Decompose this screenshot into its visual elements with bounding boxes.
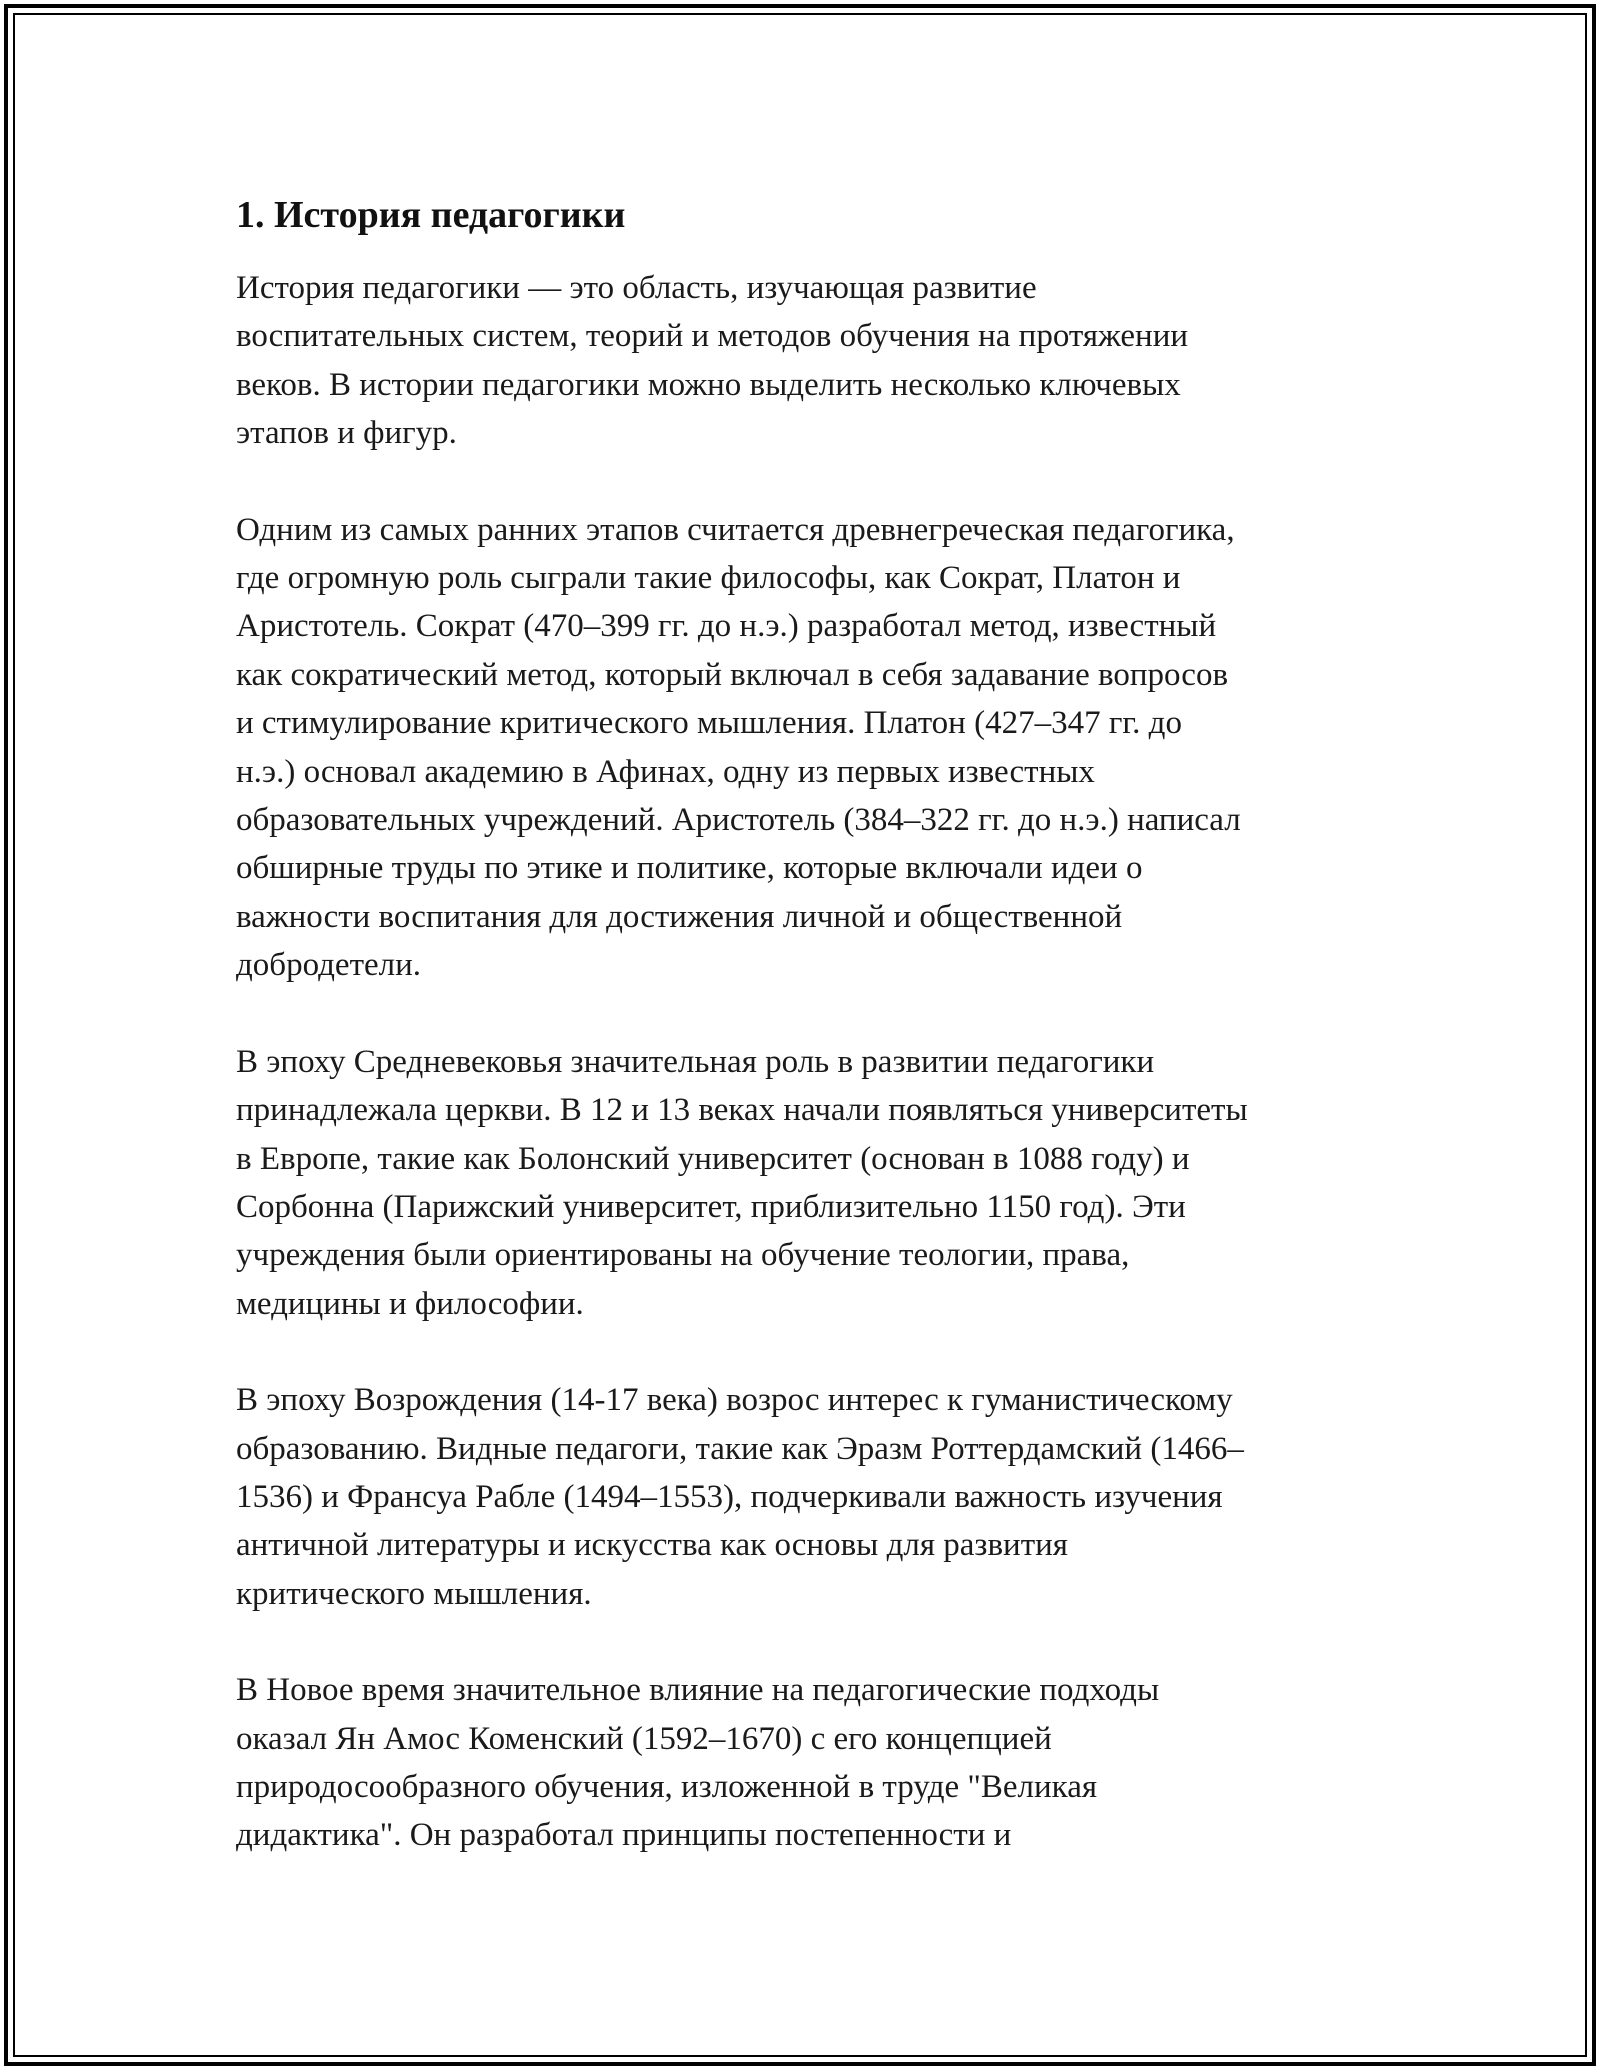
document-body bbox=[236, 186, 1376, 1908]
text-line: История педагогики — это область, изучающая развитие bbox=[236, 270, 1037, 306]
text-line: медицины и философии. bbox=[236, 1285, 584, 1322]
text-line: этапов и фигур. bbox=[236, 415, 457, 452]
document-title: 1. История педагогики bbox=[236, 194, 626, 236]
text-line: образовательных учреждений. Аристотель (384–322 гг. до н.э.) написал bbox=[236, 802, 1241, 839]
text-line: Аристотель. Сократ (470–399 гг. до н.э.) разработал метод, известный bbox=[236, 608, 1217, 645]
text-line: где огромную роль сыграли такие философы, как Сократ, Платон и bbox=[236, 560, 1181, 597]
text-line: и стимулирование критического мышления. Платон (427–347 гг. до bbox=[236, 705, 1182, 742]
paragraph-modern-era bbox=[236, 1666, 1376, 1860]
text-line: античной литературы и искусства как основы для развития bbox=[236, 1527, 1068, 1564]
text-line: веков. В истории педагогики можно выделить несколько ключевых bbox=[236, 366, 1181, 403]
text-line: 1536) и Франсуа Рабле (1494–1553), подчеркивали важность изучения bbox=[236, 1478, 1223, 1515]
text-line: принадлежала церкви. В 12 и 13 веках начали появляться университеты bbox=[236, 1092, 1248, 1129]
paragraph-middle-ages bbox=[236, 1038, 1376, 1328]
text-line: В эпоху Возрождения (14-17 века) возрос интерес к гуманистическому bbox=[236, 1382, 1233, 1419]
text-line: н.э.) основал академию в Афинах, одну из первых известных bbox=[236, 753, 1095, 790]
text-line: В эпоху Средневековья значительная роль в развитии педагогики bbox=[236, 1043, 1155, 1080]
text-line: важности воспитания для достижения личной и общественной bbox=[236, 898, 1123, 935]
text-line: природосообразного обучения, изложенной в труде "Великая bbox=[236, 1768, 1098, 1805]
text-line: учреждения были ориентированы на обучение теологии, права, bbox=[236, 1237, 1130, 1274]
text-line: В Новое время значительное влияние на педагогические подходы bbox=[236, 1672, 1160, 1709]
text-line: обширные труды по этике и политике, которые включали идеи о bbox=[236, 850, 1143, 887]
text-line: в Европе, такие как Болонский университет (основан в 1088 году) и bbox=[236, 1140, 1190, 1177]
text-line: образованию. Видные педагоги, такие как Эразм Роттердамский (1466– bbox=[236, 1430, 1244, 1467]
text-line: добродетели. bbox=[236, 947, 422, 984]
text-line: критического мышления. bbox=[236, 1575, 592, 1612]
text-line: воспитательных систем, теорий и методов обучения на протяжении bbox=[236, 318, 1189, 355]
text-line: дидактика". Он разработал принципы постепенности и bbox=[236, 1817, 1012, 1854]
paragraph-renaissance bbox=[236, 1376, 1376, 1618]
paragraph-intro bbox=[236, 264, 1376, 458]
text-line: оказал Ян Амос Коменский (1592–1670) с его концепцией bbox=[236, 1720, 1052, 1757]
paragraph-ancient-greece bbox=[236, 506, 1376, 990]
text-line: как сократический метод, который включал в себя задавание вопросов bbox=[236, 656, 1229, 693]
text-line: Одним из самых ранних этапов считается древнегреческая педагогика, bbox=[236, 511, 1235, 548]
text-line: Сорбонна (Парижский университет, приблизительно 1150 год). Эти bbox=[236, 1188, 1186, 1225]
